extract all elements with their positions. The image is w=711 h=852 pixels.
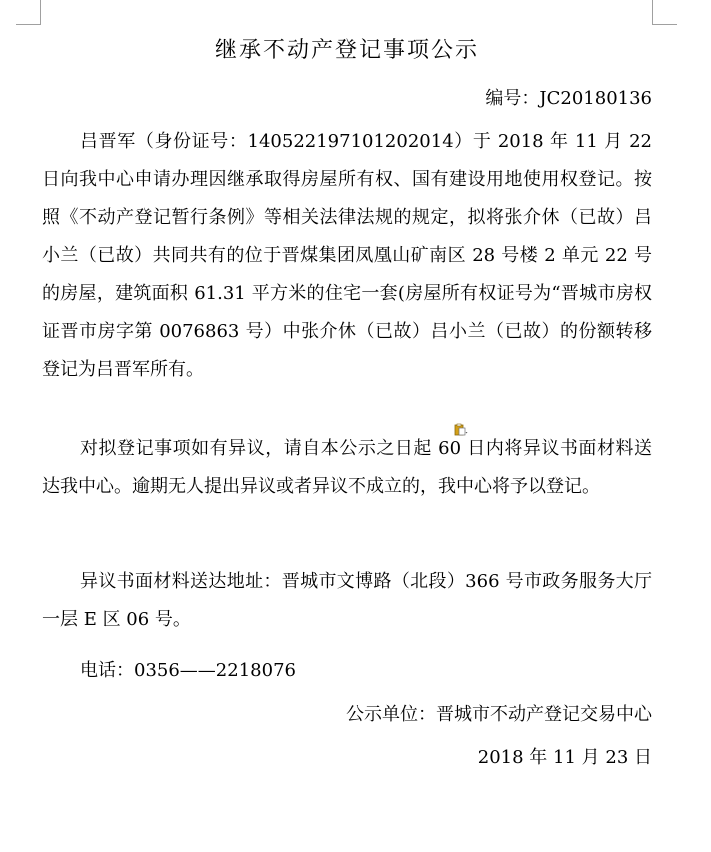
notice-date: 2018 年 11 月 23 日 (477, 747, 652, 768)
issuer-line (346, 702, 652, 728)
application-paragraph: 吕晋军（身份证号：140522197101202014）于 2018 年 11 月 22 日向我中心申请办理因继承取得房屋所有权、国有建设用地使用权登记。按照《不动产登记暂行条例》等相关法律法规的规定，拟将张介休（已故）吕小兰（已故）共同共有的位于晋煤集团凤凰山矿南区 28 号楼 2 单元 22 号的房屋，建筑面积 61.31 平方米的住宅一套(房屋所有权证号为“晋城市房权证晋市房字第 0076863 号）中张介休（已故）吕小兰（已故）的份额转移登记为吕晋军所有。 (42, 131, 652, 380)
issuer-name: 晋城市不动产登记交易中心 (436, 704, 652, 725)
issuer-label: 公示单位： (346, 704, 436, 725)
objection-paragraph: 对拟登记事项如有异议，请自本公示之日起 60 日内将异议书面材料送达我中心。逾期无人提出异议或者异议不成立的，我中心将予以登记。 (42, 438, 652, 497)
phone-line (42, 652, 652, 690)
paste-options-icon[interactable] (454, 423, 468, 437)
serial-label: 编号： (485, 88, 540, 109)
serial-number: JC20180136 (539, 88, 652, 109)
phone-number: 0356——2218076 (134, 660, 296, 681)
document-title: 继承不动产登记事项公示 (214, 38, 479, 63)
address-paragraph: 异议书面材料送达地址：晋城市文博路（北段）366 号市政务服务大厅一层 E 区 06 号。 (42, 571, 652, 630)
crop-mark-top-left (16, 0, 41, 25)
phone-label: 电话： (80, 660, 134, 681)
serial-line (485, 86, 652, 112)
crop-mark-top-right (652, 0, 677, 25)
